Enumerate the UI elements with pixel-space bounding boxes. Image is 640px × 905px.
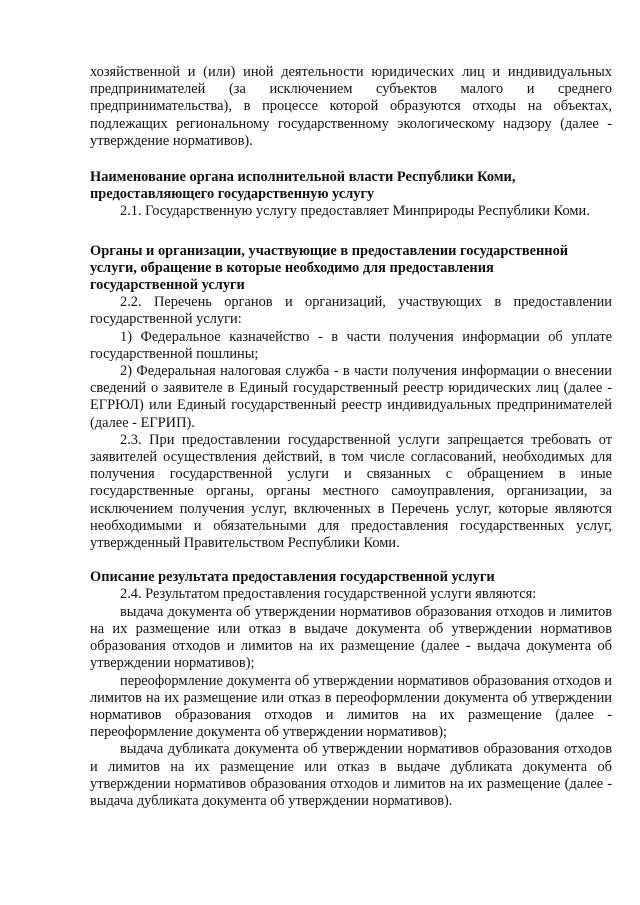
list-item-treasury: 1) Федеральное казначейство - в части получения информации об уплате государственной пошлины; [90, 328, 612, 362]
heading-line: Органы и организации, участвующие в предоставлении государственной [90, 242, 569, 259]
heading-line: государственной услуги [90, 277, 245, 294]
paragraph-2-2: 2.2. Перечень органов и организаций, участвующих в предоставлении государственной услуги: [90, 294, 612, 328]
spacer [90, 552, 612, 569]
list-item-tax-service: 2) Федеральная налоговая служба - в части получения информации о внесении сведений о заявителе в Единый государственный реестр юридических лиц (далее - ЕГРЮЛ) или Единый государственный реестр индивидуальных предпринимателей (далее - ЕГРИП). [90, 363, 612, 431]
intro-paragraph: хозяйственной и (или) иной деятельности юридических лиц и индивидуальных предпринимателей (за исключением субъектов малого и среднего предпринимательства), в процессе которой образуются отходы на объектах, подлежащих региональному государственному экологическому надзору (далее - утверждение нормативов). [90, 64, 612, 149]
result-item-reissue: переоформление документа об утверждении нормативов образования отходов и лимитов на их размещение или отказ в переоформлении документа об утверждении нормативов образования отходов и лимитов на их размещение (далее - переоформление документа об утверждении нормативов); [90, 672, 612, 741]
heading-line: Описание результата предоставления государственной услуги [90, 569, 495, 586]
result-item-duplicate: выдача дубликата документа об утверждении нормативов образования отходов и лимитов на их размещение или отказ в выдаче дубликата документа об утверждении нормативов образования отходов и лимитов на их размещение (далее - выдача дубликата документа об утверждении нормативов). [90, 741, 612, 809]
heading-line: Наименование органа исполнительной власти Республики Коми, [90, 169, 516, 186]
section-heading-result [90, 569, 612, 586]
paragraph-2-3: 2.3. При предоставлении государственной услуги запрещается требовать от заявителей осуществления действий, в том числе согласований, необходимых для получения государственной услуги и связанных с обращением в иные государственные органы, органы местного самоуправления, организации, за исключением получения услуг, включенных в Перечень услуг, которые являются необходимыми и обязательными для предоставления государственных услуг, утвержденный Правительством Республики Коми. [90, 431, 612, 552]
heading-line: предоставляющего государственную услугу [90, 186, 375, 203]
heading-line: услуги, обращение в которые необходимо для предоставления [90, 259, 494, 276]
spacer [90, 221, 612, 243]
result-item-issue: выдача документа об утверждении нормативов образования отходов и лимитов на их размещение или отказ в выдаче документа об утверждении нормативов образования отходов и лимитов на их размещение (далее - выдача документа об утверждении нормативов); [90, 603, 612, 672]
paragraph-2-1: 2.1. Государственную услугу предоставляет Минприроды Республики Коми. [120, 203, 590, 220]
paragraph-2-4: 2.4. Результатом предоставления государственной услуги являются: [120, 586, 537, 603]
document-page [90, 64, 612, 810]
section-heading-authority [90, 169, 612, 203]
section-heading-organizations [90, 243, 612, 295]
spacer [90, 150, 612, 169]
